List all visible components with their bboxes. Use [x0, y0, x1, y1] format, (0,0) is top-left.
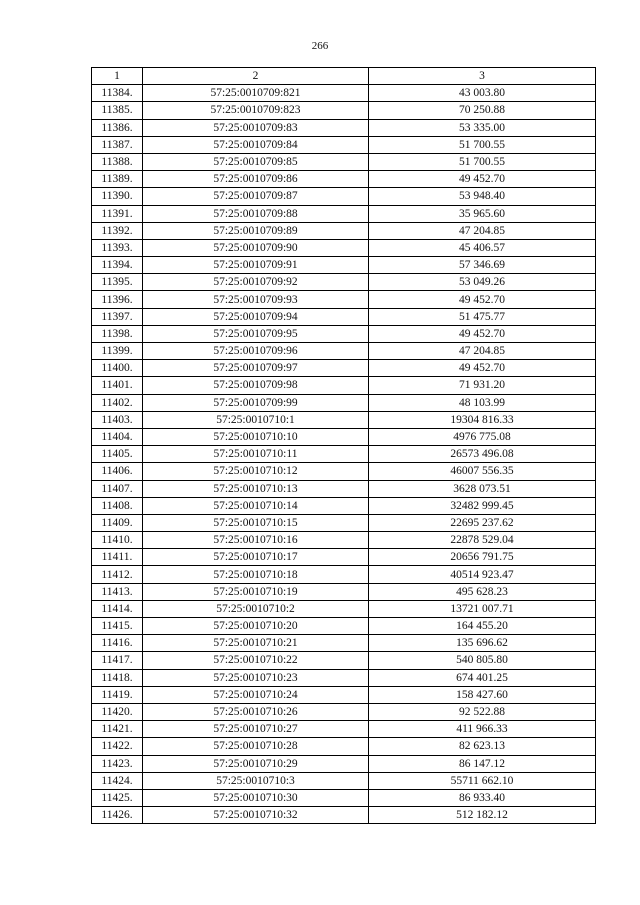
table-row [92, 789, 596, 806]
cadastral-number-cell: 57:25:0010710:13 [143, 480, 369, 497]
row-number-cell: 11394. [92, 257, 143, 274]
row-number-cell: 11386. [92, 119, 143, 136]
cadastral-number-cell: 57:25:0010709:89 [143, 222, 369, 239]
cadastral-number-cell: 57:25:0010709:90 [143, 239, 369, 256]
row-number-cell: 11399. [92, 343, 143, 360]
row-number-cell: 11403. [92, 411, 143, 428]
cadastral-number-cell: 57:25:0010710:12 [143, 463, 369, 480]
value-cell: 4976 775.08 [369, 428, 596, 445]
column-header-3: 3 [369, 68, 596, 85]
value-cell: 48 103.99 [369, 394, 596, 411]
data-table [91, 67, 596, 824]
table-row [92, 532, 596, 549]
table-row [92, 549, 596, 566]
cadastral-number-cell: 57:25:0010709:94 [143, 308, 369, 325]
cadastral-number-cell: 57:25:0010709:821 [143, 85, 369, 102]
row-number-cell: 11419. [92, 686, 143, 703]
table-row [92, 772, 596, 789]
cadastral-number-cell: 57:25:0010709:85 [143, 153, 369, 170]
cadastral-number-cell: 57:25:0010710:26 [143, 703, 369, 720]
cadastral-number-cell: 57:25:0010709:98 [143, 377, 369, 394]
value-cell: 82 623.13 [369, 738, 596, 755]
row-number-cell: 11395. [92, 274, 143, 291]
cadastral-number-cell: 57:25:0010709:91 [143, 257, 369, 274]
cadastral-number-cell: 57:25:0010709:823 [143, 102, 369, 119]
row-number-cell: 11416. [92, 635, 143, 652]
table-row [92, 635, 596, 652]
table-row [92, 583, 596, 600]
table-row [92, 102, 596, 119]
table-row [92, 239, 596, 256]
row-number-cell: 11421. [92, 721, 143, 738]
table-row [92, 360, 596, 377]
table-header [92, 68, 596, 85]
value-cell: 674 401.25 [369, 669, 596, 686]
value-cell: 53 948.40 [369, 188, 596, 205]
value-cell: 32482 999.45 [369, 497, 596, 514]
value-cell: 40514 923.47 [369, 566, 596, 583]
row-number-cell: 11396. [92, 291, 143, 308]
cadastral-number-cell: 57:25:0010710:2 [143, 600, 369, 617]
cadastral-number-cell: 57:25:0010710:16 [143, 532, 369, 549]
cadastral-number-cell: 57:25:0010710:15 [143, 514, 369, 531]
value-cell: 51 700.55 [369, 153, 596, 170]
value-cell: 411 966.33 [369, 721, 596, 738]
page-number: 266 [311, 40, 329, 52]
row-number-cell: 11413. [92, 583, 143, 600]
value-cell: 49 452.70 [369, 325, 596, 342]
row-number-cell: 11412. [92, 566, 143, 583]
table-row [92, 480, 596, 497]
table-row [92, 274, 596, 291]
table-row [92, 514, 596, 531]
value-cell: 55711 662.10 [369, 772, 596, 789]
cadastral-number-cell: 57:25:0010709:88 [143, 205, 369, 222]
row-number-cell: 11411. [92, 549, 143, 566]
cadastral-number-cell: 57:25:0010709:86 [143, 171, 369, 188]
row-number-cell: 11390. [92, 188, 143, 205]
value-cell: 49 452.70 [369, 171, 596, 188]
row-number-cell: 11425. [92, 789, 143, 806]
value-cell: 47 204.85 [369, 343, 596, 360]
cadastral-number-cell: 57:25:0010709:93 [143, 291, 369, 308]
table-row [92, 669, 596, 686]
table-row [92, 428, 596, 445]
cadastral-number-cell: 57:25:0010709:97 [143, 360, 369, 377]
cadastral-number-cell: 57:25:0010710:24 [143, 686, 369, 703]
value-cell: 86 147.12 [369, 755, 596, 772]
cadastral-number-cell: 57:25:0010709:92 [143, 274, 369, 291]
table-row [92, 738, 596, 755]
value-cell: 49 452.70 [369, 291, 596, 308]
column-header-1: 1 [92, 68, 143, 85]
row-number-cell: 11409. [92, 514, 143, 531]
row-number-cell: 11417. [92, 652, 143, 669]
cadastral-number-cell: 57:25:0010710:22 [143, 652, 369, 669]
value-cell: 22878 529.04 [369, 532, 596, 549]
table-row [92, 394, 596, 411]
row-number-cell: 11426. [92, 807, 143, 824]
table-row [92, 446, 596, 463]
table-row [92, 721, 596, 738]
table-row [92, 119, 596, 136]
table-row [92, 325, 596, 342]
row-number-cell: 11400. [92, 360, 143, 377]
row-number-cell: 11410. [92, 532, 143, 549]
row-number-cell: 11393. [92, 239, 143, 256]
table-row [92, 222, 596, 239]
cadastral-number-cell: 57:25:0010710:20 [143, 618, 369, 635]
table-row [92, 343, 596, 360]
value-cell: 35 965.60 [369, 205, 596, 222]
cadastral-number-cell: 57:25:0010709:87 [143, 188, 369, 205]
value-cell: 22695 237.62 [369, 514, 596, 531]
value-cell: 13721 007.71 [369, 600, 596, 617]
row-number-cell: 11388. [92, 153, 143, 170]
value-cell: 51 475.77 [369, 308, 596, 325]
row-number-cell: 11423. [92, 755, 143, 772]
row-number-cell: 11415. [92, 618, 143, 635]
value-cell: 86 933.40 [369, 789, 596, 806]
table-row [92, 566, 596, 583]
value-cell: 3628 073.51 [369, 480, 596, 497]
cadastral-number-cell: 57:25:0010710:3 [143, 772, 369, 789]
cadastral-number-cell: 57:25:0010710:27 [143, 721, 369, 738]
table-row [92, 188, 596, 205]
row-number-cell: 11406. [92, 463, 143, 480]
cadastral-number-cell: 57:25:0010710:30 [143, 789, 369, 806]
cadastral-number-cell: 57:25:0010709:84 [143, 136, 369, 153]
table-row [92, 755, 596, 772]
cadastral-number-cell: 57:25:0010710:17 [143, 549, 369, 566]
cadastral-number-cell: 57:25:0010710:23 [143, 669, 369, 686]
cadastral-number-cell: 57:25:0010709:95 [143, 325, 369, 342]
cadastral-number-cell: 57:25:0010710:18 [143, 566, 369, 583]
row-number-cell: 11422. [92, 738, 143, 755]
cadastral-number-cell: 57:25:0010710:32 [143, 807, 369, 824]
row-number-cell: 11424. [92, 772, 143, 789]
value-cell: 43 003.80 [369, 85, 596, 102]
value-cell: 26573 496.08 [369, 446, 596, 463]
value-cell: 47 204.85 [369, 222, 596, 239]
cadastral-number-cell: 57:25:0010710:21 [143, 635, 369, 652]
value-cell: 540 805.80 [369, 652, 596, 669]
cadastral-number-cell: 57:25:0010709:96 [143, 343, 369, 360]
row-number-cell: 11420. [92, 703, 143, 720]
table-row [92, 136, 596, 153]
header-row [92, 68, 596, 85]
table-row [92, 205, 596, 222]
table-row [92, 153, 596, 170]
value-cell: 49 452.70 [369, 360, 596, 377]
row-number-cell: 11405. [92, 446, 143, 463]
table-row [92, 463, 596, 480]
value-cell: 164 455.20 [369, 618, 596, 635]
value-cell: 46007 556.35 [369, 463, 596, 480]
row-number-cell: 11387. [92, 136, 143, 153]
value-cell: 19304 816.33 [369, 411, 596, 428]
row-number-cell: 11414. [92, 600, 143, 617]
value-cell: 70 250.88 [369, 102, 596, 119]
row-number-cell: 11384. [92, 85, 143, 102]
value-cell: 71 931.20 [369, 377, 596, 394]
table-row [92, 171, 596, 188]
table-row [92, 652, 596, 669]
value-cell: 158 427.60 [369, 686, 596, 703]
cadastral-number-cell: 57:25:0010709:99 [143, 394, 369, 411]
row-number-cell: 11397. [92, 308, 143, 325]
table-row [92, 703, 596, 720]
table-row [92, 291, 596, 308]
value-cell: 51 700.55 [369, 136, 596, 153]
row-number-cell: 11385. [92, 102, 143, 119]
value-cell: 92 522.88 [369, 703, 596, 720]
row-number-cell: 11407. [92, 480, 143, 497]
table-row [92, 411, 596, 428]
table-body [92, 85, 596, 824]
value-cell: 495 628.23 [369, 583, 596, 600]
value-cell: 20656 791.75 [369, 549, 596, 566]
row-number-cell: 11402. [92, 394, 143, 411]
table-row [92, 600, 596, 617]
table-row [92, 377, 596, 394]
row-number-cell: 11418. [92, 669, 143, 686]
value-cell: 135 696.62 [369, 635, 596, 652]
table-row [92, 497, 596, 514]
value-cell: 45 406.57 [369, 239, 596, 256]
cadastral-number-cell: 57:25:0010710:1 [143, 411, 369, 428]
cadastral-number-cell: 57:25:0010710:19 [143, 583, 369, 600]
row-number-cell: 11401. [92, 377, 143, 394]
table-row [92, 308, 596, 325]
cadastral-number-cell: 57:25:0010710:28 [143, 738, 369, 755]
table-row [92, 618, 596, 635]
table-row [92, 257, 596, 274]
table-row [92, 85, 596, 102]
cadastral-number-cell: 57:25:0010710:14 [143, 497, 369, 514]
cadastral-number-cell: 57:25:0010710:29 [143, 755, 369, 772]
cadastral-number-cell: 57:25:0010710:11 [143, 446, 369, 463]
value-cell: 512 182.12 [369, 807, 596, 824]
value-cell: 57 346.69 [369, 257, 596, 274]
row-number-cell: 11408. [92, 497, 143, 514]
row-number-cell: 11391. [92, 205, 143, 222]
value-cell: 53 335.00 [369, 119, 596, 136]
row-number-cell: 11404. [92, 428, 143, 445]
row-number-cell: 11389. [92, 171, 143, 188]
column-header-2: 2 [143, 68, 369, 85]
table-row [92, 686, 596, 703]
value-cell: 53 049.26 [369, 274, 596, 291]
row-number-cell: 11398. [92, 325, 143, 342]
cadastral-number-cell: 57:25:0010710:10 [143, 428, 369, 445]
table-row [92, 807, 596, 824]
cadastral-number-cell: 57:25:0010709:83 [143, 119, 369, 136]
row-number-cell: 11392. [92, 222, 143, 239]
